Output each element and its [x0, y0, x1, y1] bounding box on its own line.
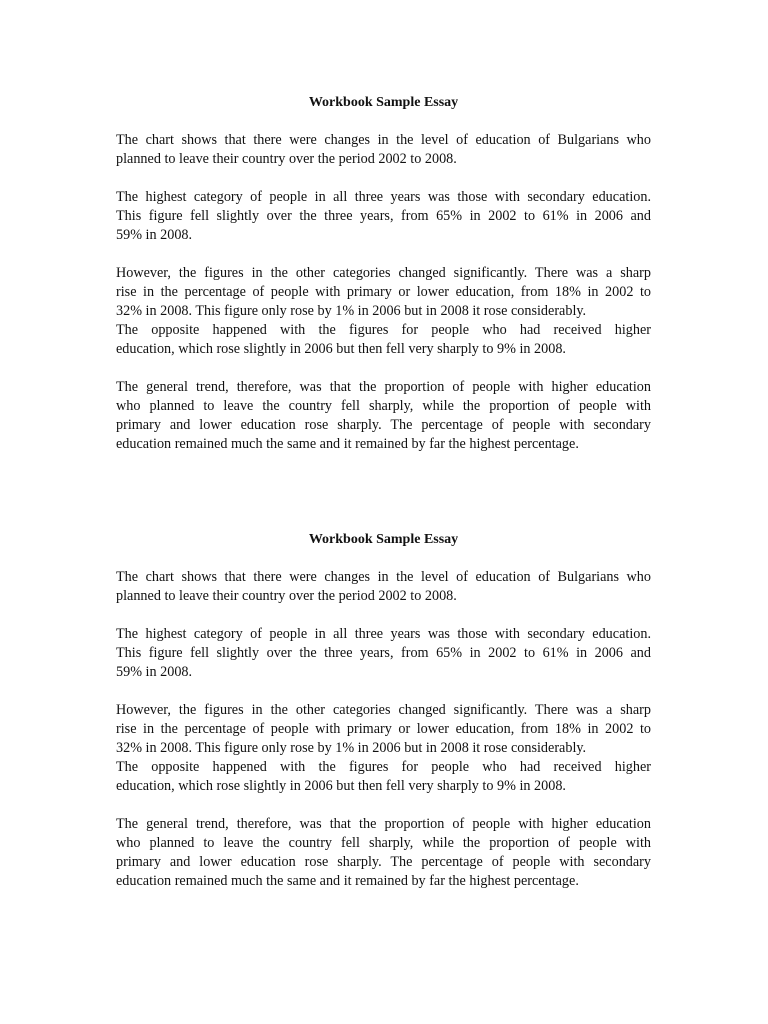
- essay-paragraph: [116, 378, 651, 454]
- text-line: education remained much the same and it remained by far the highest percentage.: [116, 873, 579, 889]
- text-line: education, which rose slightly in 2006 but then fell very sharply to 9% in 2008.: [116, 778, 566, 794]
- text-line: 59% in 2008.: [116, 227, 193, 243]
- text-line: rise in the percentage of people with primary or lower education, from 18% in 2002 to: [116, 284, 651, 300]
- text-line: The general trend, therefore, was that the proportion of people with higher education: [116, 816, 651, 832]
- essay-title: Workbook Sample Essay: [308, 95, 459, 110]
- essay-paragraph: [116, 188, 651, 245]
- text-line: The opposite happened with the figures for people who had received higher: [116, 322, 651, 338]
- text-line: The highest category of people in all three years was those with secondary education.: [116, 626, 651, 642]
- essay-paragraph: [116, 264, 651, 359]
- text-line: The highest category of people in all three years was those with secondary education.: [116, 189, 651, 205]
- essay-title: Workbook Sample Essay: [308, 532, 459, 547]
- text-line: primary and lower education rose sharply. The percentage of people with secondary: [116, 854, 651, 870]
- text-line: This figure fell slightly over the three years, from 65% in 2002 to 61% in 2006 and: [116, 645, 651, 661]
- text-line: 59% in 2008.: [116, 664, 193, 680]
- text-line: 32% in 2008. This figure only rose by 1% in 2006 but in 2008 it rose considerably.: [116, 303, 587, 319]
- essay-paragraph: [116, 625, 651, 682]
- essay-paragraph: [116, 701, 651, 796]
- essay-paragraph: [116, 131, 651, 169]
- essay-paragraph: [116, 815, 651, 891]
- text-line: planned to leave their country over the period 2002 to 2008.: [116, 151, 457, 167]
- text-line: education remained much the same and it remained by far the highest percentage.: [116, 436, 579, 452]
- text-line: The general trend, therefore, was that the proportion of people with higher education: [116, 379, 651, 395]
- text-line: However, the figures in the other categories changed significantly. There was a sharp: [116, 265, 651, 281]
- text-line: who planned to leave the country fell sharply, while the proportion of people with: [116, 835, 651, 851]
- text-line: primary and lower education rose sharply. The percentage of people with secondary: [116, 417, 651, 433]
- essay: [116, 93, 651, 454]
- text-line: The opposite happened with the figures for people who had received higher: [116, 759, 651, 775]
- text-line: The chart shows that there were changes in the level of education of Bulgarians who: [116, 132, 651, 148]
- text-line: education, which rose slightly in 2006 but then fell very sharply to 9% in 2008.: [116, 341, 566, 357]
- text-line: 32% in 2008. This figure only rose by 1% in 2006 but in 2008 it rose considerably.: [116, 740, 587, 756]
- text-line: who planned to leave the country fell sharply, while the proportion of people with: [116, 398, 651, 414]
- text-line: planned to leave their country over the period 2002 to 2008.: [116, 588, 457, 604]
- text-line: The chart shows that there were changes in the level of education of Bulgarians who: [116, 569, 651, 585]
- text-line: However, the figures in the other categories changed significantly. There was a sharp: [116, 702, 651, 718]
- essay: [116, 530, 651, 891]
- essay-paragraph: [116, 568, 651, 606]
- text-line: rise in the percentage of people with primary or lower education, from 18% in 2002 to: [116, 721, 651, 737]
- text-line: This figure fell slightly over the three years, from 65% in 2002 to 61% in 2006 and: [116, 208, 651, 224]
